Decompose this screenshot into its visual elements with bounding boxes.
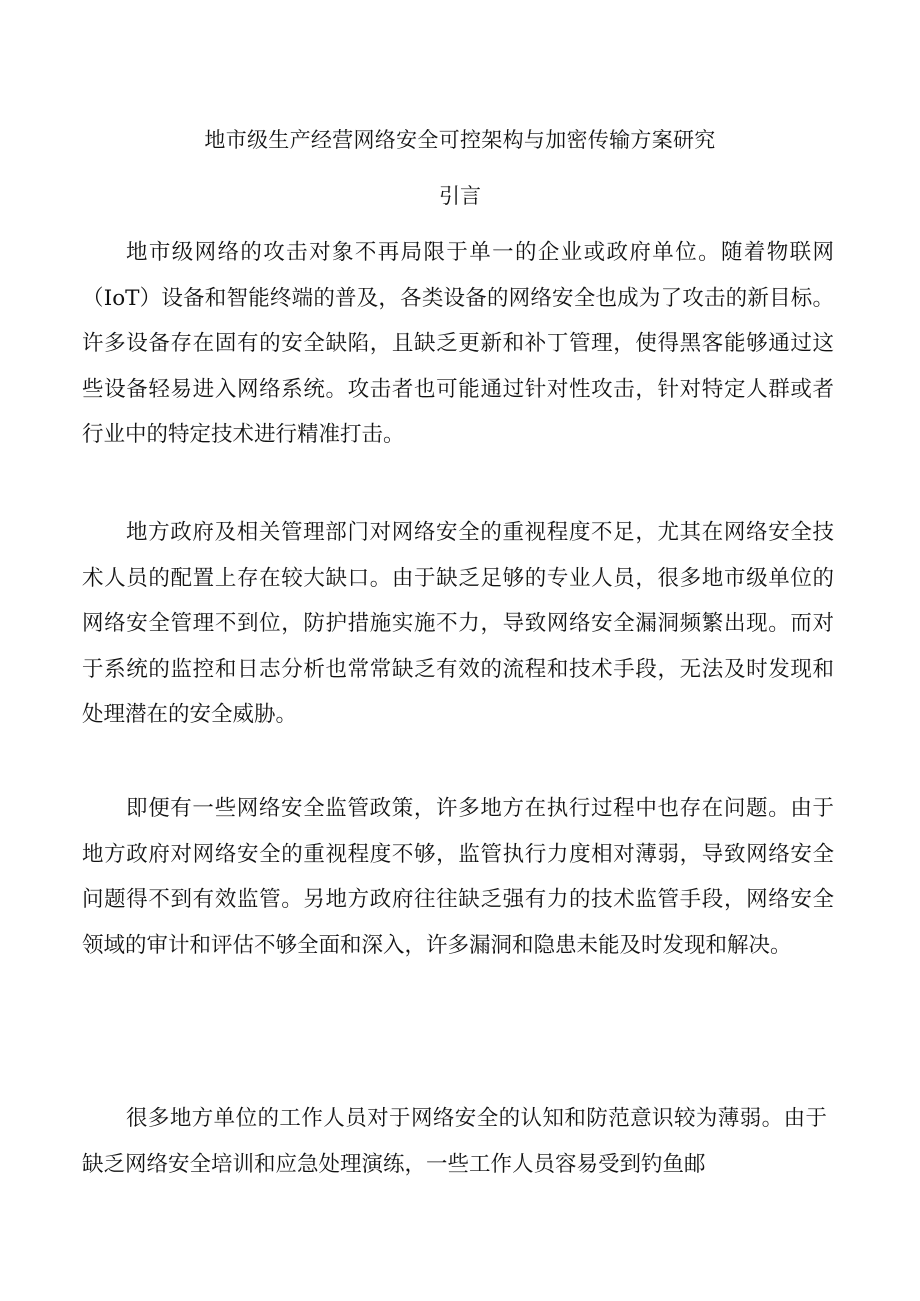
section-heading: 引言 (439, 184, 481, 208)
document-title: 地市级生产经营网络安全可控架构与加密传输方案研究 (204, 128, 716, 152)
paragraph: 地方政府及相关管理部门对网络安全的重视程度不足，尤其在网络安全技术人员的配置上存在较大缺口。由于缺乏足够的专业人员，很多地市级单位的网络安全管理不到位，防护措施实施不力，导致网络安全漏洞频繁出现。而对于系统的监控和日志分析也常常缺乏有效的流程和技术手段，无法及时发现和处理潜在的安全威胁。 (82, 520, 834, 727)
paragraph: 很多地方单位的工作人员对于网络安全的认知和防范意识较为薄弱。由于缺乏网络安全培训和应急处理演练，一些工作人员容易受到钓鱼邮 (82, 1106, 827, 1177)
paragraph: 地市级网络的攻击对象不再局限于单一的企业或政府单位。随着物联网（IoT）设备和智能终端的普及，各类设备的网络安全也成为了攻击的新目标。许多设备存在固有的安全缺陷，且缺乏更新和补丁管理，使得黑客能够通过这些设备轻易进入网络系统。攻击者也可能通过针对性攻击，针对特定人群或者行业中的特定技术进行精准打击。 (82, 240, 834, 447)
paragraph: 即便有一些网络安全监管政策，许多地方在执行过程中也存在问题。由于地方政府对网络安全的重视程度不够，监管执行力度相对薄弱，导致网络安全问题得不到有效监管。另地方政府往往缺乏强有力的技术监管手段，网络安全领域的审计和评估不够全面和深入，许多漏洞和隐患未能及时发现和解决。 (82, 796, 834, 958)
